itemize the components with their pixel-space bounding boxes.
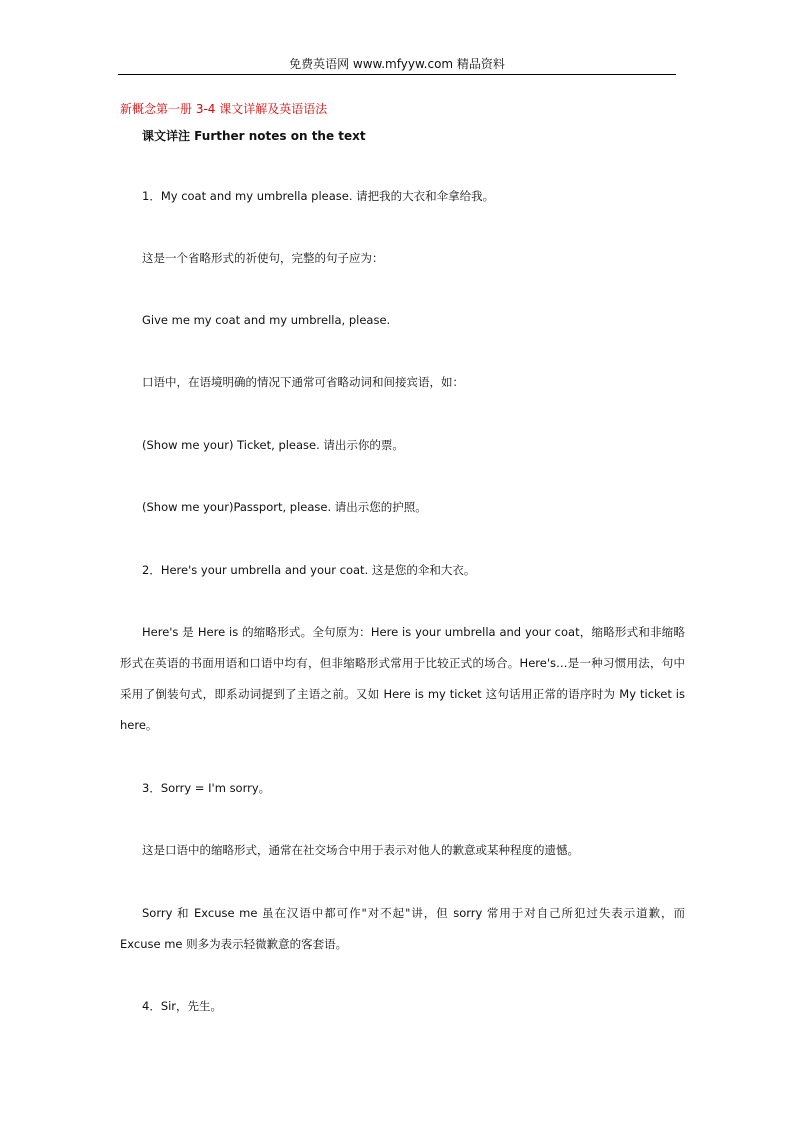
paragraph-omission-note: 口语中，在语境明确的情况下通常可省略动词和间接宾语，如：: [142, 375, 464, 389]
paragraph-note-2: 2．Here's your umbrella and your coat. 这是您的伞和大衣。: [142, 563, 476, 577]
paragraph-note-4: 4．Sir，先生。: [142, 999, 223, 1013]
paragraph-example-full-sentence: Give me my coat and my umbrella, please.: [142, 313, 391, 327]
paragraph-note-3: 3．Sorry = I'm sorry。: [142, 781, 271, 795]
paragraph-note-1: 1．My coat and my umbrella please. 请把我的大衣和伞拿给我。: [142, 189, 495, 203]
page-header: 免费英语网 www.mfyyw.com 精品资料: [118, 57, 676, 75]
paragraph-example-passport: (Show me your)Passport, please. 请出示您的护照。: [142, 500, 427, 514]
paragraph-sorry-excuse-me: Sorry 和 Excuse me 虽在汉语中都可作"对不起"讲，但 sorry 常用于对自己所犯过失表示道歉，而 Excuse me 则多为表示轻微歉意的客套语。: [120, 906, 685, 951]
paragraph-note-3-explanation: 这是口语中的缩略形式，通常在社交场合中用于表示对他人的歉意或某种程度的遗憾。: [142, 843, 579, 857]
paragraph-note-2-explanation: Here's 是 Here is 的缩略形式。全句原为：Here is your umbrella and your coat，缩略形式和非缩略形式在英语的书面用语和口语中均有，但非缩略形式常用于比较正式的场合。Here's…是一种习惯用法，句中采用了倒装句式，即系动词提到了主语之前。又如 Here is my ticket 这句话用正常的语序时为 My ticket is here。: [120, 625, 685, 732]
paragraph-note-1-explanation: 这是一个省略形式的祈使句，完整的句子应为：: [142, 251, 384, 265]
paragraph-example-ticket: (Show me your) Ticket, please. 请出示你的票。: [142, 438, 404, 452]
section-heading: 课文详注 Further notes on the text: [142, 129, 366, 143]
document-title: 新概念第一册 3-4 课文详解及英语语法: [120, 102, 328, 116]
